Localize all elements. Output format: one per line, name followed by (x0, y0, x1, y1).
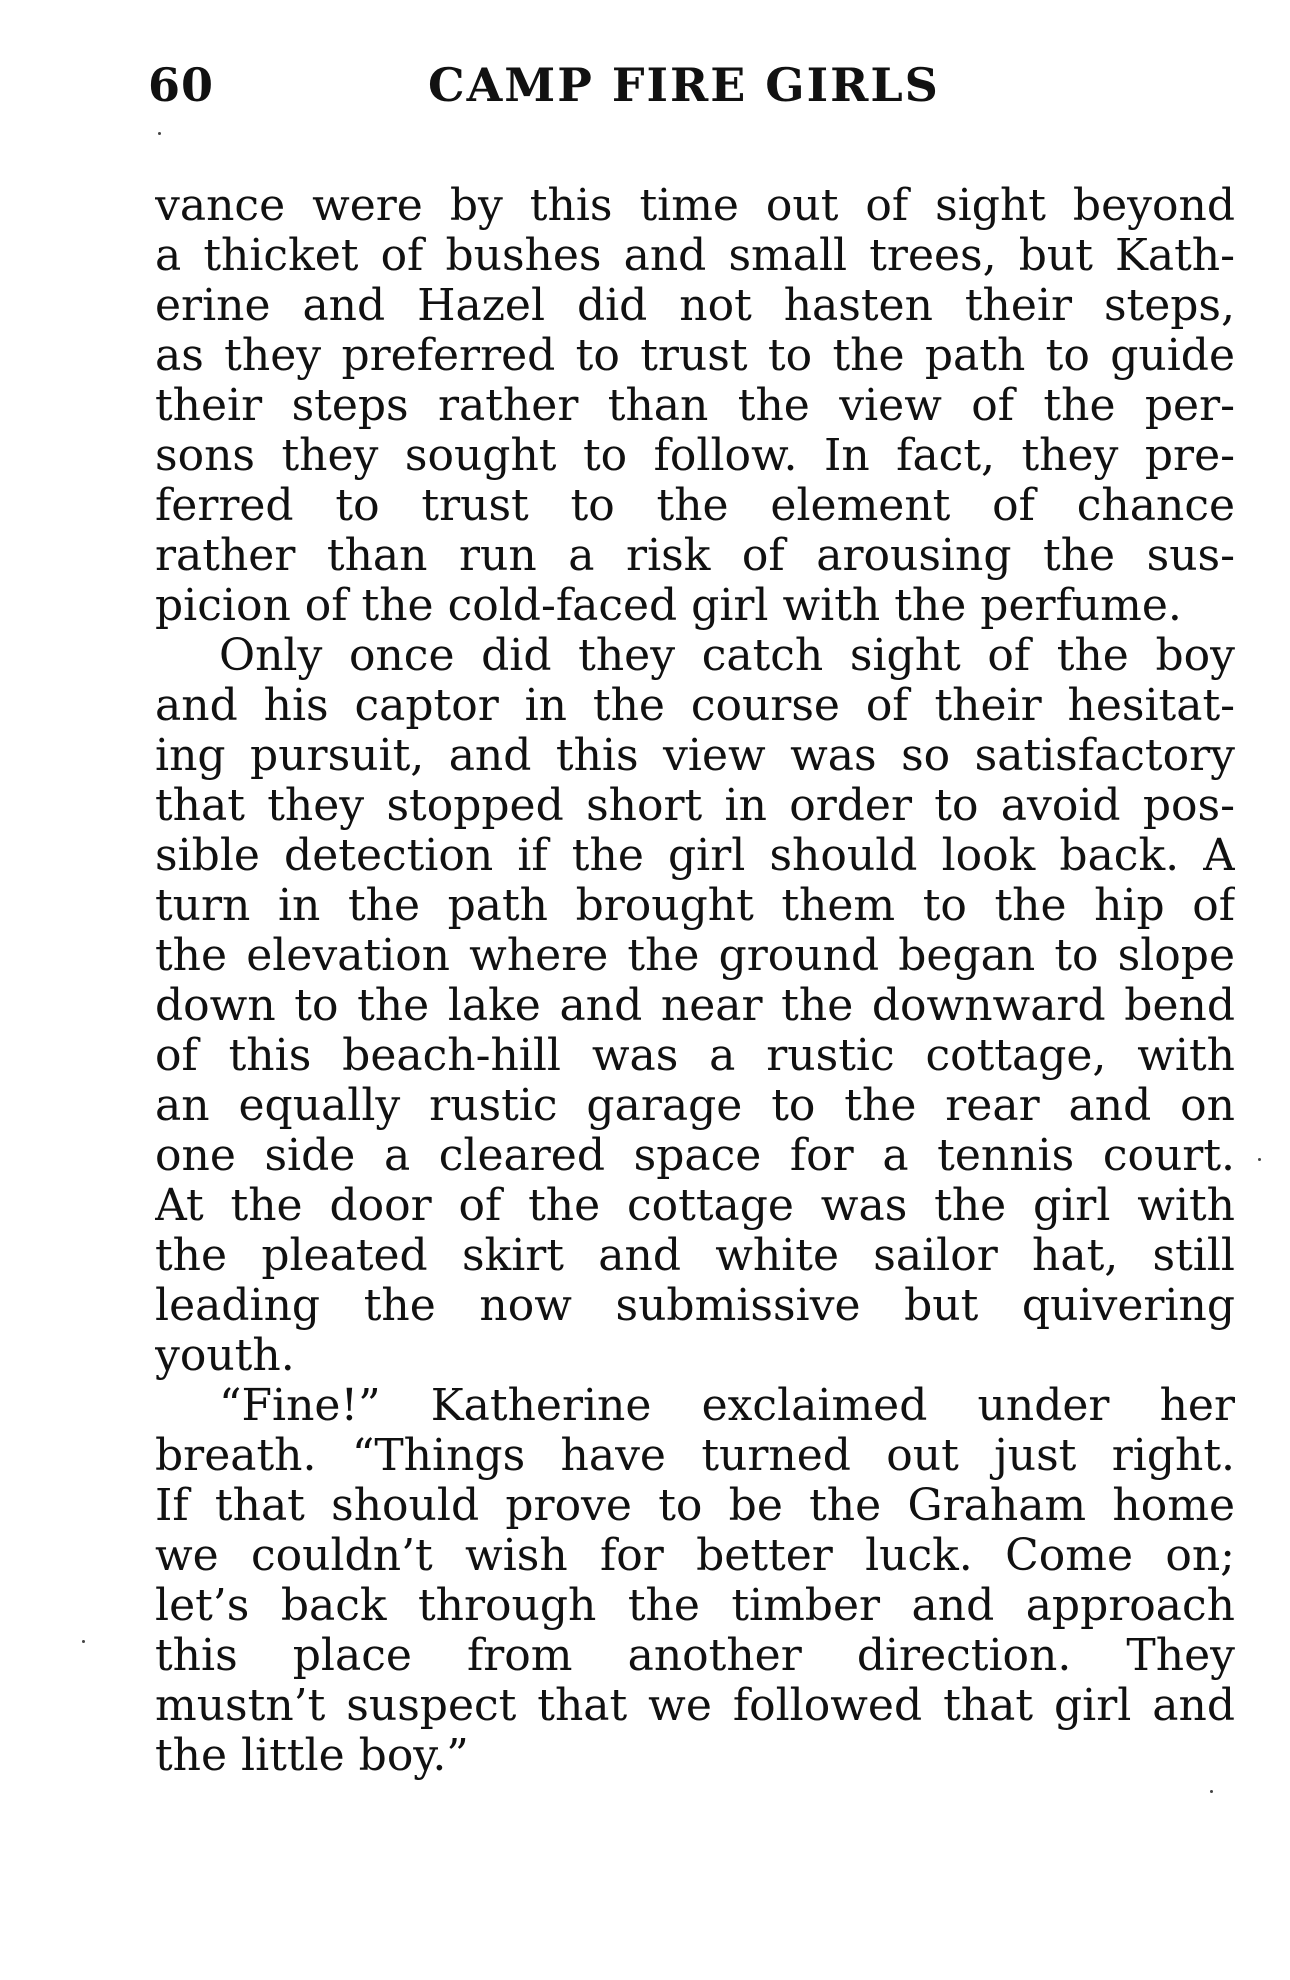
text-line: sible detection if the girl should look back. A (155, 831, 1235, 881)
paper-speck (82, 1640, 85, 1643)
text-line: mustn’t suspect that we followed that girl and (155, 1681, 1235, 1731)
text-line: picion of the cold-faced girl with the perfume. (155, 581, 1182, 631)
text-line: the little boy.” (155, 1731, 469, 1781)
text-line: a thicket of bushes and small trees, but Kath- (155, 231, 1235, 281)
paper-speck (158, 132, 161, 135)
text-line: one side a cleared space for a tennis court. (155, 1131, 1235, 1181)
text-line: breath. “Things have turned out just right. (155, 1431, 1235, 1481)
text-line: erine and Hazel did not hasten their steps, (155, 281, 1235, 331)
text-line: down to the lake and near the downward bend (155, 981, 1235, 1031)
text-line: vance were by this time out of sight beyond (155, 181, 1235, 231)
text-line: “Fine!” Katherine exclaimed under her (219, 1381, 1235, 1431)
text-line: sons they sought to follow. In fact, they pre- (155, 431, 1235, 481)
paper-speck (1258, 1158, 1261, 1161)
text-line: Only once did they catch sight of the boy (219, 631, 1235, 681)
text-line: ing pursuit, and this view was so satisfactory (155, 731, 1235, 781)
text-line: If that should prove to be the Graham home (155, 1481, 1235, 1531)
text-line: that they stopped short in order to avoid pos- (155, 781, 1235, 831)
text-line: turn in the path brought them to the hip of (155, 881, 1235, 931)
page-header (148, 58, 1238, 128)
body-text (155, 181, 1235, 1781)
text-line: ferred to trust to the element of chance (155, 481, 1235, 531)
text-line: their steps rather than the view of the per- (155, 381, 1235, 431)
running-head: CAMP FIRE GIRLS (428, 58, 940, 112)
text-line: and his captor in the course of their hesitat- (155, 681, 1235, 731)
text-line: this place from another direction. They (155, 1631, 1235, 1681)
text-line: an equally rustic garage to the rear and on (155, 1081, 1235, 1131)
text-line: as they preferred to trust to the path to guide (155, 331, 1235, 381)
text-line: rather than run a risk of arousing the sus- (155, 531, 1235, 581)
text-line: youth. (155, 1331, 295, 1381)
text-line: let’s back through the timber and approach (155, 1581, 1235, 1631)
text-line: we couldn’t wish for better luck. Come on; (155, 1531, 1235, 1581)
text-line: leading the now submissive but quivering (155, 1281, 1235, 1331)
text-line: of this beach-hill was a rustic cottage, with (155, 1031, 1235, 1081)
text-line: the elevation where the ground began to slope (155, 931, 1235, 981)
text-line: the pleated skirt and white sailor hat, still (155, 1231, 1235, 1281)
paper-speck (1210, 1790, 1213, 1793)
page-number: 60 (148, 58, 215, 112)
text-line: At the door of the cottage was the girl with (155, 1181, 1235, 1231)
